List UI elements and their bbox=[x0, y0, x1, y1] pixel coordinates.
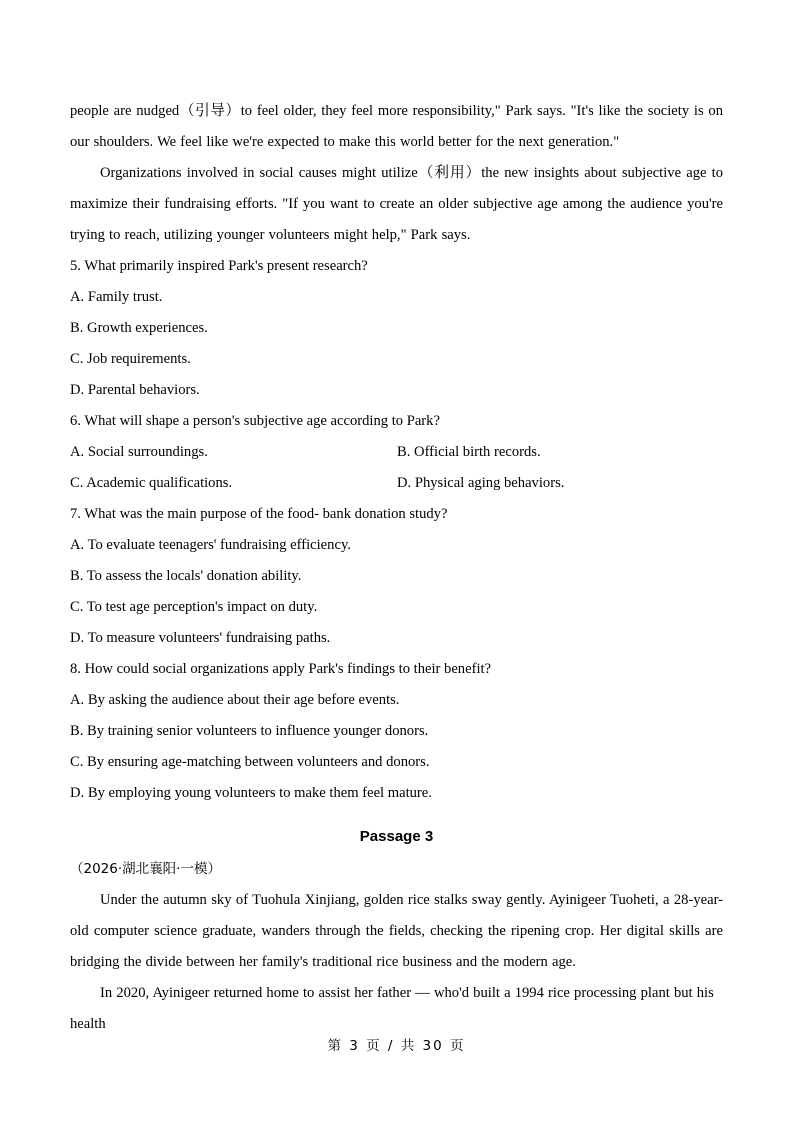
question-7-option-d[interactable]: D. To measure volunteers' fundraising paths. bbox=[70, 630, 331, 646]
question-5-option-b[interactable]: B. Growth experiences. bbox=[70, 320, 208, 336]
question-7-option-a[interactable]: A. To evaluate teenagers' fundraising efficiency. bbox=[70, 537, 351, 553]
question-8-option-c[interactable]: C. By ensuring age-matching between volunteers and donors. bbox=[70, 754, 430, 770]
question-5-option-a[interactable]: A. Family trust. bbox=[70, 289, 163, 305]
passage-heading: Passage 3 bbox=[359, 828, 434, 845]
page-footer: 第 3 页 / 共 30 页 bbox=[327, 1038, 466, 1054]
question-6-option-row-1 bbox=[70, 437, 723, 468]
question-7-stem: 7. What was the main purpose of the food- bank donation study? bbox=[70, 506, 448, 522]
question-8-stem: 8. How could social organizations apply Park's findings to their benefit? bbox=[70, 661, 492, 677]
source-attribution: （2026·湖北襄阳·一模） bbox=[70, 861, 221, 877]
question-6-option-d[interactable]: D. Physical aging behaviors. bbox=[397, 475, 565, 491]
paragraph-passage3-second: In 2020, Ayinigeer returned home to assist her father — who'd built a 1994 rice processing plant but his health bbox=[70, 985, 714, 1032]
page-content bbox=[70, 96, 723, 1040]
question-8-option-a[interactable]: A. By asking the audience about their age before events. bbox=[70, 692, 400, 708]
paragraph-organizations: Organizations involved in social causes might utilize（利用）the new insights about subjective age to maximize their fundraising efforts. "If you want to create an older subjective age among the audience you're trying to reach, utilizing younger volunteers might help," Park says. bbox=[70, 165, 723, 243]
question-8-option-d[interactable]: D. By employing young volunteers to make them feel mature. bbox=[70, 785, 432, 801]
question-8-option-b[interactable]: B. By training senior volunteers to influence younger donors. bbox=[70, 723, 429, 739]
question-6-option-b[interactable]: B. Official birth records. bbox=[397, 444, 541, 460]
question-5-option-c[interactable]: C. Job requirements. bbox=[70, 351, 191, 367]
question-5-stem: 5. What primarily inspired Park's present research? bbox=[70, 258, 368, 274]
question-7-option-c[interactable]: C. To test age perception's impact on duty. bbox=[70, 599, 318, 615]
question-6-option-c[interactable]: C. Academic qualifications. bbox=[70, 475, 233, 491]
question-6-option-a[interactable]: A. Social surroundings. bbox=[70, 444, 208, 460]
question-5-option-d[interactable]: D. Parental behaviors. bbox=[70, 382, 200, 398]
question-6-stem: 6. What will shape a person's subjective age according to Park? bbox=[70, 413, 440, 429]
paragraph-passage3-intro: Under the autumn sky of Tuohula Xinjiang, golden rice stalks sway gently. Ayinigeer Tuoheti, a 28-year-old computer science graduate, wanders through the fields, checking the ripening crop. Her digital skills are bridging the divide between her family's traditional rice business and the modern age. bbox=[70, 892, 723, 970]
paragraph-continuation: people are nudged（引导）to feel older, they feel more responsibility," Park says. "It's like the society is on our shoulders. We feel like we're expected to make this world better for the next generation." bbox=[70, 103, 723, 150]
question-7-option-b[interactable]: B. To assess the locals' donation ability. bbox=[70, 568, 302, 584]
question-6-option-row-2 bbox=[70, 468, 723, 499]
